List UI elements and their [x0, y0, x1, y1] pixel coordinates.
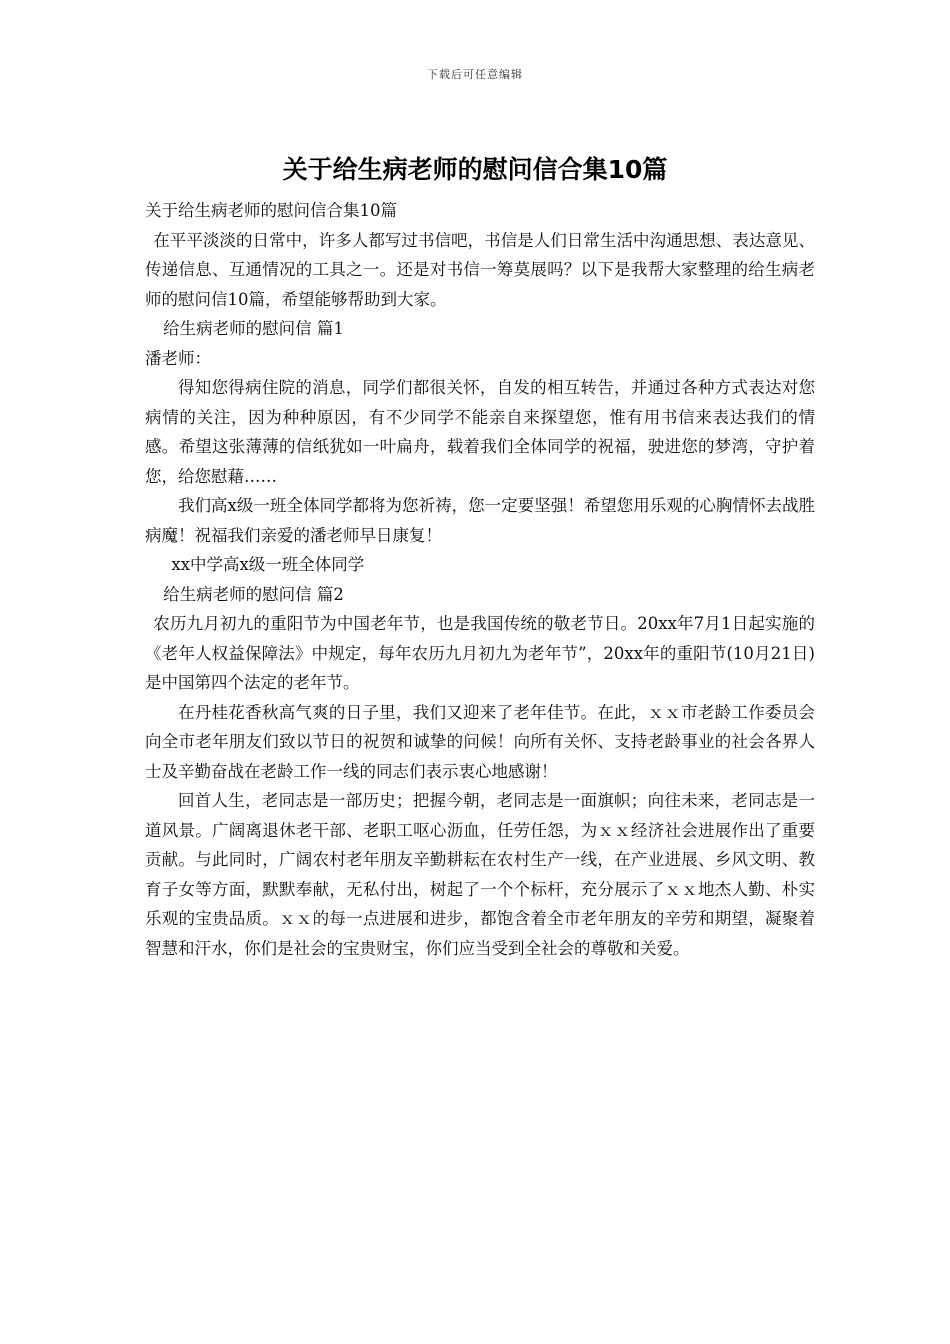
- document-title: 关于给生病老师的慰问信合集10篇: [282, 155, 668, 184]
- letter1-paragraph-1: 得知您得病住院的消息，同学们都很关怀，自发的相互转告，并通过各种方式表达对您病情的关注，因为种种原因，有不少同学不能亲自来探望您，惟有用书信来表达我们的情感。希望这张薄薄的信纸犹如一叶扁舟，载着我们全体同学的祝福，驶进您的梦湾，守护着您，给您慰藉……: [145, 378, 815, 486]
- header-note: 下载后可任意编辑: [427, 68, 523, 81]
- letter2-paragraph-3: 回首人生，老同志是一部历史；把握今朝，老同志是一面旗帜；向往未来，老同志是一道风景。广阔离退休老干部、老职工呕心沥血，任劳任怨，为ｘｘ经济社会进展作出了重要贡献。与此同时，广阔农村老年朋友辛勤耕耘在农村生产一线，在产业进展、乡风文明、教育子女等方面，默默奉献，无私付出，树起了一个个标杆，充分展示了ｘｘ地杰人勤、朴实乐观的宝贵品质。ｘｘ的每一点进展和进步，都饱含着全市老年朋友的辛劳和期望，凝聚着智慧和汗水，你们是社会的宝贵财宝，你们应当受到全社会的尊敬和关爱。: [145, 791, 815, 958]
- letter1-paragraph-2: 我们高x级一班全体同学都将为您祈祷，您一定要坚强！希望您用乐观的心胸情怀去战胜病魔！祝福我们亲爱的潘老师早日康复！: [145, 496, 815, 545]
- letter1-salutation: 潘老师：: [145, 348, 211, 368]
- document-body: [145, 196, 815, 963]
- letter2-heading: 给生病老师的慰问信 篇2: [163, 584, 344, 604]
- letter2-paragraph-1: 农历九月初九的重阳节为中国老年节，也是我国传统的敬老节日。20xx年7月1日起实施的《老年人权益保障法》中规定，每年农历九月初九为老年节”，20xx年的重阳节(10月21日)是中国第四个法定的老年节。: [145, 614, 815, 692]
- intro-paragraph: 在平平淡淡的日常中，许多人都写过书信吧，书信是人们日常生活中沟通思想、表达意见、传递信息、互通情况的工具之一。还是对书信一筹莫展吗？以下是我帮大家整理的给生病老师的慰问信10篇，希望能够帮助到大家。: [145, 230, 815, 309]
- letter1-heading: 给生病老师的慰问信 篇1: [163, 319, 344, 338]
- document-subtitle: 关于给生病老师的慰问信合集10篇: [145, 201, 397, 220]
- letter1-signature: xx中学高x级一班全体同学: [171, 555, 365, 574]
- letter2-paragraph-2: 在丹桂花香秋高气爽的日子里，我们又迎来了老年佳节。在此，ｘｘ市老龄工作委员会向全市老年朋友们致以节日的祝贺和诚挚的问候！向所有关怀、支持老龄事业的社会各界人士及辛勤奋战在老龄工作一线的同志们表示衷心地感谢！: [145, 702, 815, 781]
